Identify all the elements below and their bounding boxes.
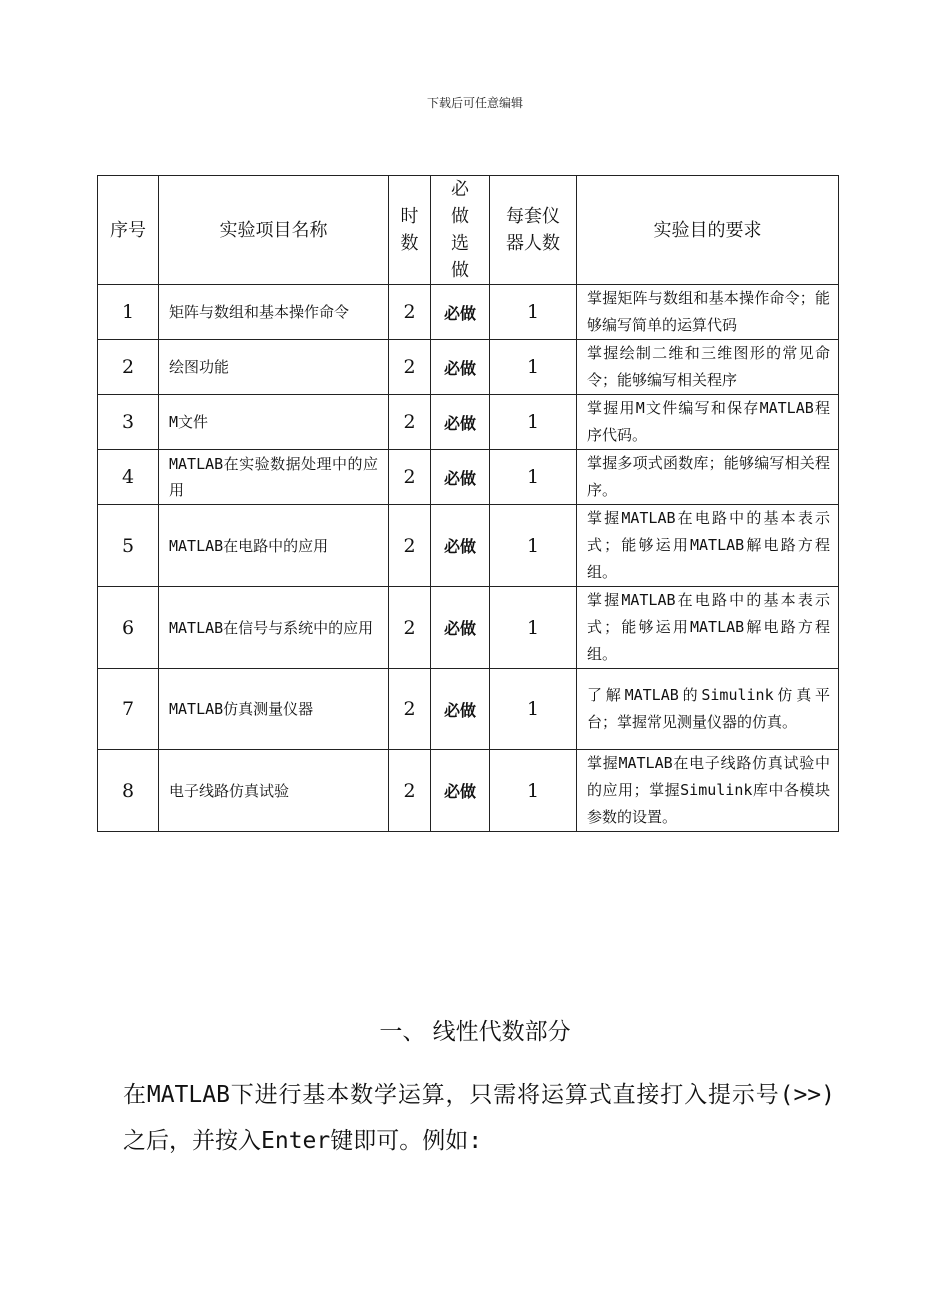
section-title: 一、 线性代数部分 <box>379 1019 571 1045</box>
row-hours: 2 <box>389 340 431 395</box>
page-header: 下载后可任意编辑 <box>426 96 523 110</box>
row-name: M文件 <box>159 395 389 450</box>
table-row <box>98 750 839 832</box>
row-name: MATLAB仿真测量仪器 <box>159 669 389 750</box>
row-hours: 2 <box>389 395 431 450</box>
row-type: 必做 <box>431 285 490 340</box>
row-goal: 掌握多项式函数库；能够编写相关程序。 <box>577 450 839 505</box>
row-per-set: 1 <box>490 285 577 340</box>
row-name: MATLAB在实验数据处理中的应用 <box>159 450 389 505</box>
row-hours: 2 <box>389 285 431 340</box>
table-header-row <box>98 176 839 285</box>
table-row <box>98 450 839 505</box>
body-paragraph: 在MATLAB下进行基本数学运算，只需将运算式直接打入提示号(>>) 之后，并按入Enter键即可。例如: <box>123 1082 835 1154</box>
row-goal: 掌握用M文件编写和保存MATLAB程序代码。 <box>577 395 839 450</box>
row-goal: 掌握MATLAB在电路中的基本表示式；能够运用MATLAB解电路方程组。 <box>577 505 839 587</box>
row-per-set: 1 <box>490 669 577 750</box>
row-type: 必做 <box>431 340 490 395</box>
row-goal: 掌握矩阵与数组和基本操作命令；能够编写简单的运算代码 <box>577 285 839 340</box>
row-index: 1 <box>98 285 159 340</box>
row-name: 绘图功能 <box>159 340 389 395</box>
row-hours: 2 <box>389 450 431 505</box>
row-name: 矩阵与数组和基本操作命令 <box>159 285 389 340</box>
row-name: 电子线路仿真试验 <box>159 750 389 832</box>
column-header-per-set: 每套仪器人数 <box>490 176 577 285</box>
row-type: 必做 <box>431 450 490 505</box>
table-row <box>98 669 839 750</box>
table-row <box>98 340 839 395</box>
row-goal: 了解MATLAB的Simulink仿真平台；掌握常见测量仪器的仿真。 <box>577 669 839 750</box>
row-index: 3 <box>98 395 159 450</box>
row-type: 必做 <box>431 750 490 832</box>
row-index: 8 <box>98 750 159 832</box>
column-header-required: 必做选做 <box>431 176 490 285</box>
row-index: 2 <box>98 340 159 395</box>
row-goal: 掌握MATLAB在电路中的基本表示式；能够运用MATLAB解电路方程组。 <box>577 587 839 669</box>
row-hours: 2 <box>389 505 431 587</box>
column-header-name: 实验项目名称 <box>159 176 389 285</box>
table-row <box>98 587 839 669</box>
row-per-set: 1 <box>490 587 577 669</box>
row-type: 必做 <box>431 587 490 669</box>
row-index: 6 <box>98 587 159 669</box>
row-goal: 掌握MATLAB在电子线路仿真试验中的应用；掌握Simulink库中各模块参数的设置。 <box>577 750 839 832</box>
column-header-hours: 时数 <box>389 176 431 285</box>
table-row <box>98 285 839 340</box>
row-name: MATLAB在电路中的应用 <box>159 505 389 587</box>
row-per-set: 1 <box>490 505 577 587</box>
column-header-index: 序号 <box>98 176 159 285</box>
row-type: 必做 <box>431 505 490 587</box>
row-hours: 2 <box>389 750 431 832</box>
row-hours: 2 <box>389 587 431 669</box>
row-goal: 掌握绘制二维和三维图形的常见命令；能够编写相关程序 <box>577 340 839 395</box>
column-header-goal: 实验目的要求 <box>577 176 839 285</box>
row-type: 必做 <box>431 669 490 750</box>
row-index: 5 <box>98 505 159 587</box>
experiment-table <box>97 175 839 832</box>
row-per-set: 1 <box>490 340 577 395</box>
row-name: MATLAB在信号与系统中的应用 <box>159 587 389 669</box>
row-per-set: 1 <box>490 395 577 450</box>
row-index: 4 <box>98 450 159 505</box>
row-index: 7 <box>98 669 159 750</box>
table-row <box>98 395 839 450</box>
row-per-set: 1 <box>490 750 577 832</box>
row-per-set: 1 <box>490 450 577 505</box>
row-type: 必做 <box>431 395 490 450</box>
row-hours: 2 <box>389 669 431 750</box>
table-row <box>98 505 839 587</box>
